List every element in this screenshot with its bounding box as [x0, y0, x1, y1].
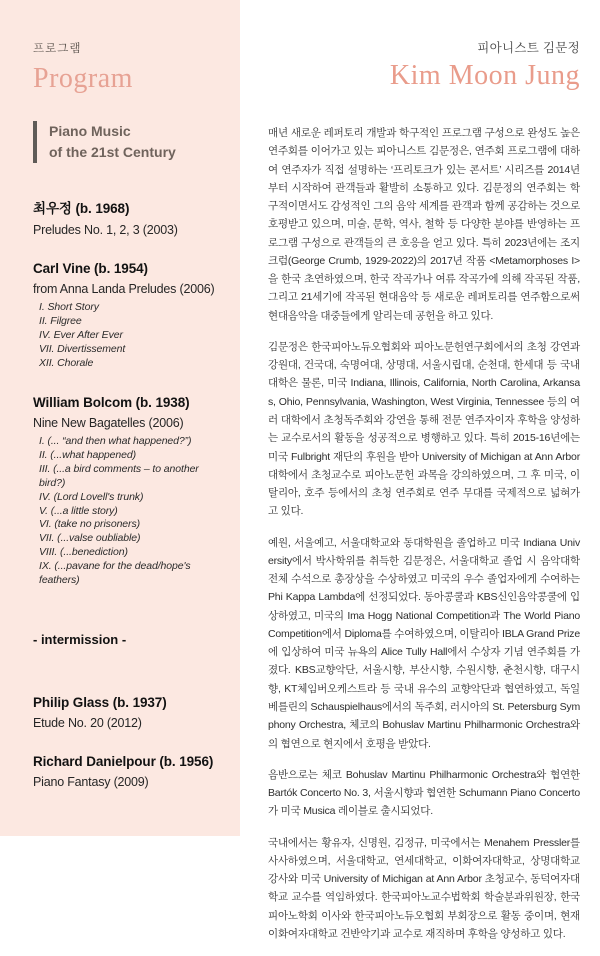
biography-column: [268, 38, 580, 956]
movement-item: IX. (...pavane for the dead/hope's feathers): [39, 560, 191, 587]
movement-item: II. Filgree: [39, 314, 82, 327]
program-entry: [33, 261, 222, 371]
work-title: Nine New Bagatelles (2006): [33, 415, 184, 430]
program-entry: [33, 695, 222, 730]
movement-item: VI. (take no prisoners): [39, 518, 140, 531]
program-subtitle-block: [33, 121, 222, 163]
program-title: Program: [33, 63, 133, 94]
biography-text: [268, 124, 580, 943]
bio-paragraph: 음반으로는 체코 Bohuslav Martinu Philharmonic Orchestra와 협연한 Bartók Concerto No. 3, 서울시향과 협연한 Schumann Piano Concerto가 미국 Musica 레이블로 출시되었다.: [268, 768, 580, 818]
artist-name: Kim Moon Jung: [389, 60, 580, 91]
composer-name: William Bolcom (b. 1938): [33, 394, 190, 410]
movement-item: III. (...a bird comments – to another bird?): [39, 462, 199, 489]
work-title: from Anna Landa Preludes (2006): [33, 282, 215, 296]
program-panel: [0, 0, 240, 836]
movement-list: [33, 435, 222, 588]
bio-paragraph: 예원, 서울예고, 서울대학교와 동대학원을 졸업하고 미국 Indiana University에서 박사학위를 취득한 김문정은, 서울대학교 졸업 시 음악대학 전체 수석으로 총장상을 수상하였고 미국의 우수 졸업자에게 수여하는 Phi Kappa Lambda에 선정되었다. 동아콩쿨과 KBS신인음악콩쿨에 입상하였고, 미국의 Ima Hogg National Competition과 The World Piano Competition에서 Diploma를 수여하였으며, 이탈리아 IBLA Grand Prize에 입상하여 미국 뉴욕의 Alice Tully Hall에서 수상자 기념 연주회를 가졌다. KBS교향악단, 서울시향, 부산시향, 수원시향, 춘천시향, 대구시향, KT체임버오케스트라 등 국내 유수의 교향악단과 협연하였고, 독일 베를린의 Schauspielhaus에서의 독주회, 러시아의 St. Petersburg Symphony Orchestra, 체코의 Bohuslav Martinu Philharmonic Orchestra와의 협연으로 현지에서 호평을 받았다.: [268, 536, 580, 750]
program-entry: [33, 395, 222, 588]
program-subtitle-line-1: Piano Music: [49, 123, 131, 139]
program-label-korean: 프로그램: [33, 43, 82, 55]
movement-item: IV. (Lord Lovell's trunk): [39, 490, 144, 503]
composer-name: 최우정 (b. 1968): [33, 201, 130, 216]
movement-item: VII. (...valse oubliable): [39, 532, 141, 545]
artist-label-korean: 피아니스트 김문정: [477, 41, 580, 55]
composer-name: Carl Vine (b. 1954): [33, 261, 148, 276]
composer-name: Philip Glass (b. 1937): [33, 695, 167, 711]
movement-item: I. (... “and then what happened?”): [39, 434, 192, 447]
bio-paragraph: 매년 새로운 레퍼토리 개발과 학구적인 프로그램 구성으로 완성도 높은 연주회를 이어가고 있는 피아니스트 김문정은, 연주회 프로그램에 대하여 연주자가 직접 설명하는 ‘프리토크가 있는 콘서트’ 시리즈를 2014년부터 시작하여 관객들과 활발히 소통하고 있다. 김문정의 연주회는 학구적이면서도 감성적인 그의 음악 세계를 관객과 함께 공감하는 것으로 호평받고 있으며, 미술, 문학, 역사, 철학 등 다양한 분야를 반영하는 프로그램 구성으로 관객들의 큰 호응을 얻고 있다. 특히 2023년에는 조지크럼(George Crumb, 1929-2022)의 2017년 작품 <Metamorphoses I>을 한국 초연하였으며, 한국 작곡가나 여류 작곡가에 의해 작곡된 작품, 그리고 21세기에 작곡된 현대음악 등 새로운 레퍼토리를 연주함으로써 현대음악을 대중들에게 알리는데 공헌을 하고 있다.: [268, 127, 580, 322]
movement-item: II. (...what happened): [39, 448, 137, 461]
work-title: Preludes No. 1, 2, 3 (2003): [33, 223, 178, 237]
movement-item: V. (...a little story): [39, 504, 118, 517]
work-title: Piano Fantasy (2009): [33, 775, 149, 790]
program-entry: [33, 754, 222, 789]
movement-item: I. Short Story: [39, 301, 99, 313]
movement-item: IV. Ever After Ever: [39, 328, 123, 341]
program-entry: [33, 197, 222, 237]
movement-item: VIII. (...benediction): [39, 546, 128, 559]
program-subtitle-line-2: of the 21st Century: [49, 144, 176, 160]
movement-item: VII. Divertissement: [39, 342, 126, 355]
intermission-label: - intermission -: [33, 632, 127, 648]
movement-item: XII. Chorale: [39, 356, 94, 369]
composer-name: Richard Danielpour (b. 1956): [33, 754, 214, 770]
bio-paragraph: 국내에서는 황유자, 신명원, 김정규, 미국에서는 Menahem Pressler를 사사하였으며, 서울대학교, 연세대학교, 이화여자대학교, 상명대학교 강사와 미국 University of Michigan at Ann Arbor 초청교수, 동덕여자대학교 교수를 역임하였다. 한국피아노교수법학회 학술분과위원장, 한국피아노학회 이사와 한국피아노듀오협회 부회장으로 활동 중이며, 현재 이화여자대학교 건반악기과 교수로 재직하며 후학을 양성하고 있다.: [268, 836, 580, 940]
movement-list: [33, 301, 222, 371]
bio-paragraph: 김문정은 한국피아노듀오협회와 피아노문헌연구회에서의 초청 강연과 강원대, 건국대, 숙명여대, 상명대, 서울시립대, 순천대, 한세대 등 국내 대학은 물론, 미국 Indiana, Illinois, California, North Carolina, Arkansas, Ohio, Pennsylvania, Washington, West Virginia, Tennessee 등의 여러 대학에서 초청독주회와 강연을 통해 전문 연주자이자 후학을 양성하는 교수로서의 활동을 성공적으로 병행하고 있다. 특히 2015-16년에는 미국 Fulbright 재단의 후원을 받아 University of Michigan at Ann Arbor 대학에서 초청교수로 피아노문헌 과목을 강의하였으며, 그 후 미국, 이탈리아, 호주 등에서의 초청 연주회로 연주 무대를 국제적으로 넓혀가고 있다.: [268, 340, 580, 518]
work-title: Etude No. 20 (2012): [33, 716, 142, 731]
